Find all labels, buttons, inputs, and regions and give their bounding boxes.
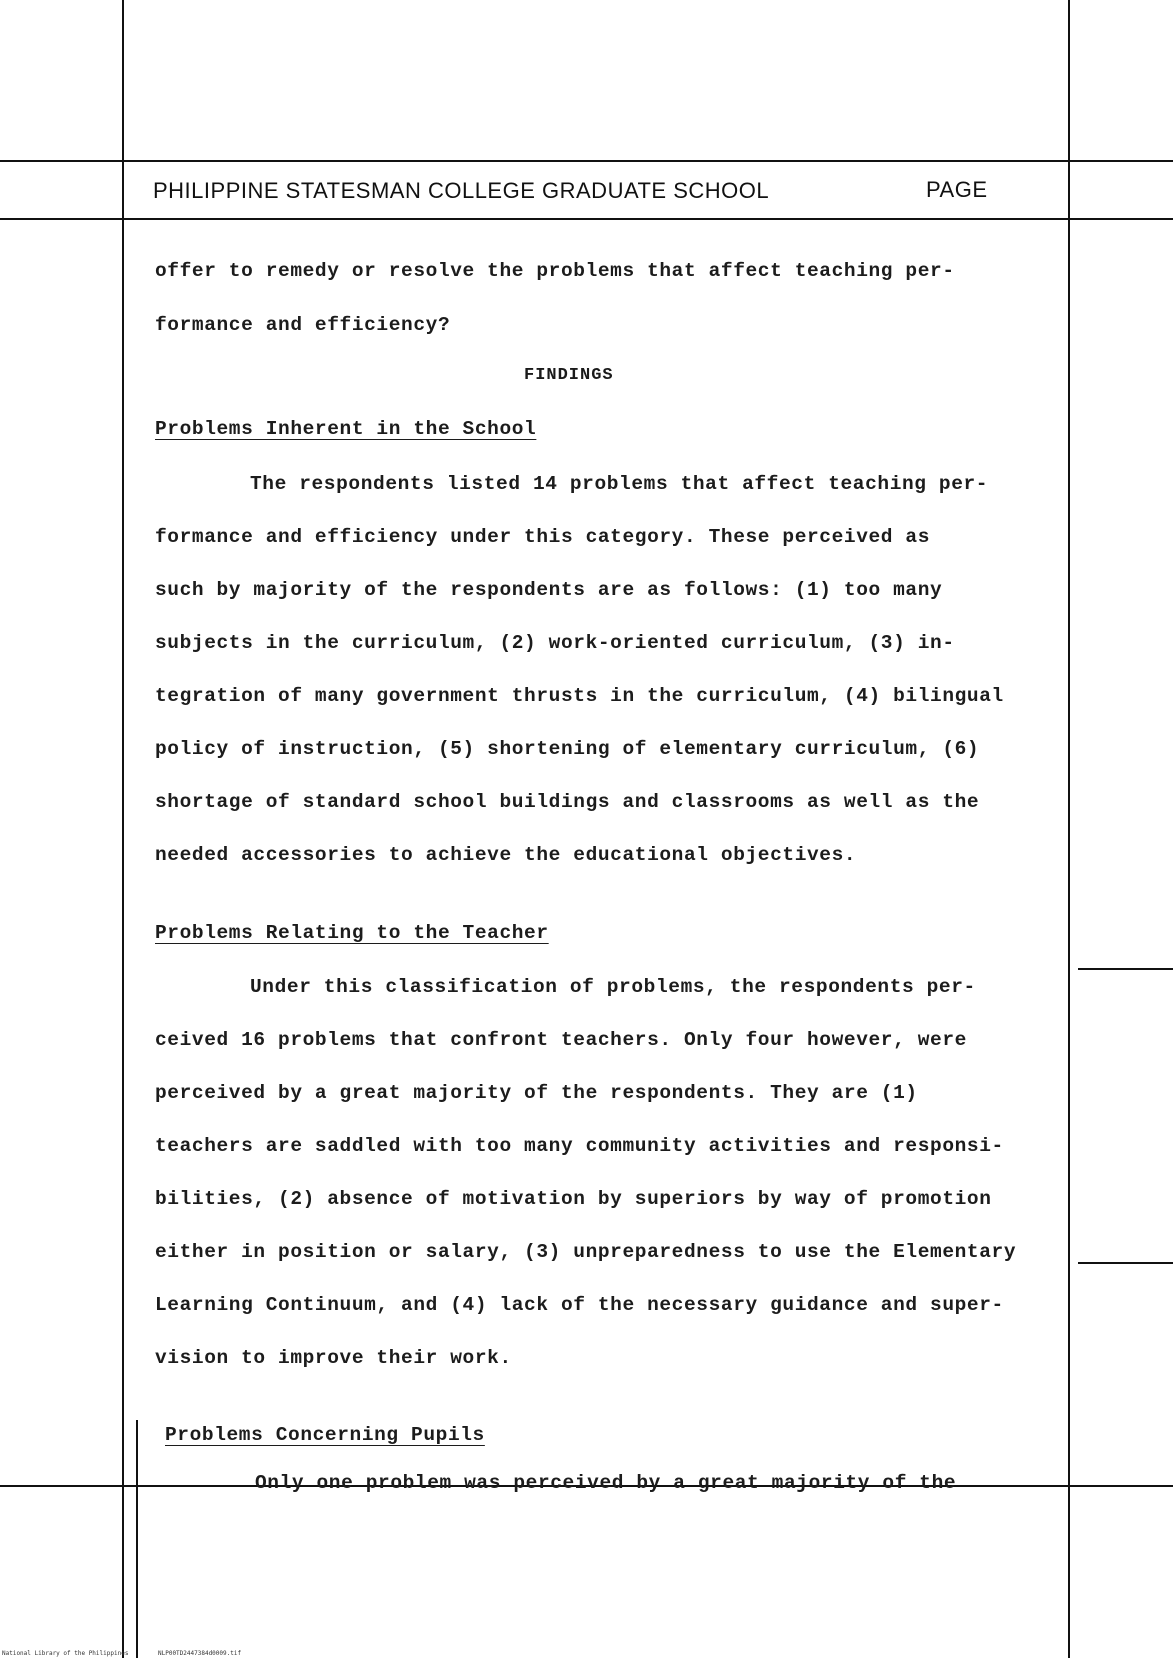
intro-line: offer to remedy or resolve the problems that affect teaching per- — [155, 260, 955, 282]
paragraph-line: teachers are saddled with too many community activities and responsi- — [155, 1135, 1004, 1157]
right-tick-rule-2 — [1078, 1262, 1173, 1264]
paragraph-line: The respondents listed 14 problems that affect teaching per- — [250, 473, 989, 495]
section-heading: Problems Concerning Pupils — [165, 1424, 485, 1446]
paragraph-line: perceived by a great majority of the respondents. They are (1) — [155, 1082, 918, 1104]
paragraph-line: bilities, (2) absence of motivation by superiors by way of promotion — [155, 1188, 992, 1210]
header-bottom-rule — [0, 218, 1173, 220]
paragraph-line: shortage of standard school buildings and classrooms as well as the — [155, 791, 980, 813]
findings-title: FINDINGS — [524, 366, 614, 385]
paragraph-line: vision to improve their work. — [155, 1347, 512, 1369]
paragraph-line: such by majority of the respondents are as follows: (1) too many — [155, 579, 943, 601]
paragraph-line: Learning Continuum, and (4) lack of the necessary guidance and super- — [155, 1294, 1004, 1316]
paragraph-line: ceived 16 problems that confront teachers. Only four however, were — [155, 1029, 967, 1051]
left-margin-rule — [122, 0, 124, 1658]
header-title: PHILIPPINE STATESMAN COLLEGE GRADUATE SCHOOL — [153, 178, 770, 203]
header-top-rule — [0, 160, 1173, 162]
paragraph-line: subjects in the curriculum, (2) work-oriented curriculum, (3) in- — [155, 632, 955, 654]
header-page-label: PAGE — [926, 177, 988, 202]
paragraph-line: either in position or salary, (3) unpreparedness to use the Elementary — [155, 1241, 1017, 1263]
left-margin-rule-lower — [136, 1420, 138, 1658]
intro-line: formance and efficiency? — [155, 314, 451, 336]
paragraph-line: Only one problem was perceived by a great majority of the — [255, 1472, 957, 1494]
paragraph-line: formance and efficiency under this category. These perceived as — [155, 526, 931, 548]
section-heading: Problems Inherent in the School — [155, 418, 537, 440]
paragraph-line: needed accessories to achieve the educational objectives. — [155, 844, 857, 866]
paragraph-line: Under this classification of problems, the respondents per- — [250, 976, 976, 998]
footer-file-id: NLP00TD2447384d0009.tif — [158, 1650, 242, 1657]
paragraph-line: policy of instruction, (5) shortening of elementary curriculum, (6) — [155, 738, 980, 760]
footer-library: National Library of the Philippines — [2, 1650, 129, 1657]
right-tick-rule — [1078, 968, 1173, 970]
paragraph-line: tegration of many government thrusts in the curriculum, (4) bilingual — [155, 685, 1004, 707]
section-heading: Problems Relating to the Teacher — [155, 922, 549, 944]
right-margin-rule — [1068, 0, 1070, 1658]
